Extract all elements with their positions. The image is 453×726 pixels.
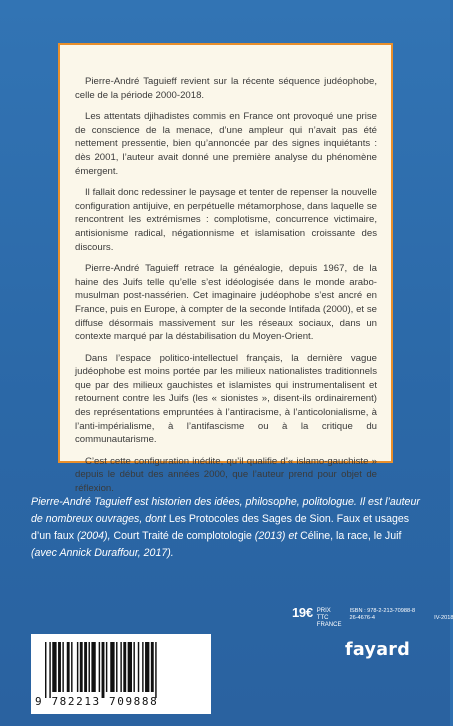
blurb-paragraph: C’est cette configuration inédite, qu’il qualifie d’« islamo-gauchiste » depuis le début des années 2000, que l’auteur prend pour objet de réflexion. <box>75 455 377 495</box>
isbn-row <box>349 615 453 622</box>
barcode-bar <box>128 642 132 692</box>
barcode-bar <box>52 642 56 692</box>
barcode-bar <box>99 642 100 692</box>
barcode-bar <box>62 642 63 692</box>
barcode-bar <box>80 642 83 692</box>
barcode-bar <box>49 642 50 698</box>
barcode-bar <box>67 642 70 692</box>
barcode-bar <box>116 642 117 692</box>
barcode-bar <box>77 642 78 692</box>
bio-text: (2013) et <box>251 530 301 542</box>
barcode-bar <box>106 642 107 692</box>
barcode-bar <box>58 642 61 692</box>
book-title: Court Traité de complotologie <box>113 530 252 542</box>
blurb-paragraph: Pierre-André Taguieff retrace la généalogie, depuis 1967, de la haine des Juifs telle qu’elle s’est idéologisée dans le monde arabo-musulman post-nassérien. Cet imaginaire judéophobe s’est ancré en France, puis en Europe, à compter de la seconde Intifada (2000), et se diffuse désormais massivement sur les réseaux sociaux, dans un contexte marqué par la déstabilisation du Moyen-Orient. <box>75 263 377 343</box>
barcode-bars <box>45 642 199 700</box>
price: 19€ <box>292 605 313 620</box>
publisher-logo: fayard <box>345 640 411 660</box>
blurb-paragraph: Dans l’espace politico-intellectuel français, la dernière vague judéophobe est moins portée par les milieux nationalistes traditionnels que par des milieux gauchistes et islamistes qui instrumentalisent et retournent contre les Juifs (les « sionistes », disent-ils ordinairement) des représentations empruntées à l’antiracisme, à l’anticolonialisme, à l’anti-impérialisme, à l’antifascisme ou à la critique du communautarisme. <box>75 352 377 446</box>
barcode-bar <box>110 642 114 692</box>
barcode-bar <box>89 642 90 692</box>
price-label <box>317 608 342 629</box>
blurb-paragraph: Les attentats djihadistes commis en France ont provoqué une prise de conscience de la menace, d’une ampleur qui n’avait pas été nettement pressentie, bien qu’annoncée par des signes inquiétants : dès 2001, l’auteur avait donné une première analyse du phénomène émergent. <box>75 111 377 177</box>
internal-code: 26-4676-4 <box>349 615 375 621</box>
isbn-line: ISBN : 978-2-213-70988-8 <box>349 608 416 614</box>
book-title: Les Protocoles des Sages de Sion. Faux et usages d’un faux <box>31 513 410 542</box>
barcode-bar <box>91 642 95 692</box>
barcode-bar <box>71 642 72 692</box>
barcode <box>31 634 211 714</box>
blurb-panel <box>58 43 393 495</box>
bio-text: Pierre-André Taguieff est historien des idées, philosophe, politologue. Il est l’auteur de nombreux ouvrages, dont <box>31 496 420 525</box>
prix-ttc-label: PRIX TTC <box>316 608 331 621</box>
barcode-bar <box>45 642 46 698</box>
barcode-bar <box>142 642 143 692</box>
barcode-bar <box>138 642 139 692</box>
barcode-bar <box>133 642 134 692</box>
barcode-number: 9 782213 709888 <box>35 695 159 708</box>
blurb-paragraph: Pierre-André Taguieff revient sur la récente séquence judéophobe, celle de la période 2000-2018. <box>75 76 377 101</box>
barcode-bar <box>102 642 105 698</box>
france-label: FRANCE <box>316 622 342 628</box>
bio-text: (2004), <box>74 530 114 542</box>
edition-date: IV-2018 <box>434 615 453 621</box>
book-title: Céline, la race, le Juif <box>300 530 402 542</box>
barcode-bar <box>123 642 126 692</box>
barcode-bar <box>151 642 154 692</box>
bio-text: (avec Annick Duraffour, 2017). <box>31 547 174 559</box>
barcode-bar <box>84 642 87 692</box>
author-bio <box>31 494 426 562</box>
isbn-block <box>349 608 453 622</box>
barcode-bar <box>120 642 121 692</box>
blurb-paragraph: Il fallait donc redessiner le paysage et tenter de repenser la nouvelle configuration antijuive, en perpétuelle métamorphose, dans laquelle se rencontrent les extrémismes : complotisme, concurrence victimaire, antisionisme radical, négationnisme et islamisation croissante des discours. <box>75 187 377 253</box>
price-block <box>292 605 453 629</box>
barcode-bar <box>145 642 149 692</box>
barcode-bar <box>155 642 156 698</box>
